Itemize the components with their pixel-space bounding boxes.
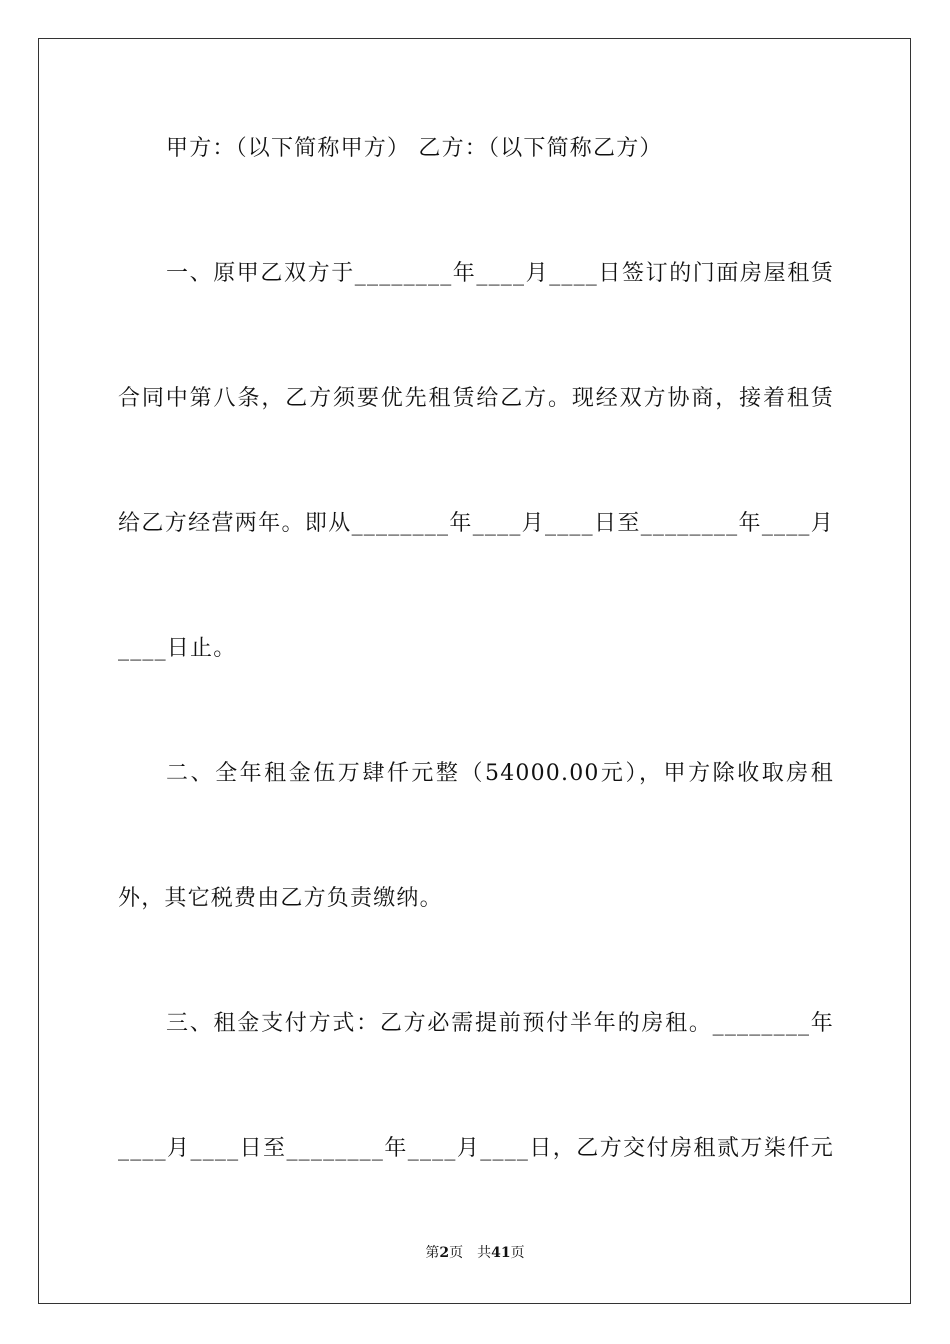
clause-1-line-1: 一、原甲乙双方于________年____月____日签订的门面房屋租赁 xyxy=(166,261,834,286)
page-border xyxy=(38,38,911,1304)
page-unit: 页 xyxy=(449,1245,464,1261)
clause-1-line-3: 给乙方经营两年。即从________年____月____日至________年____月 xyxy=(118,511,834,536)
clause-3-line-1: 三、租金支付方式：乙方必需提前预付半年的房租。________年 xyxy=(166,1011,834,1036)
total-unit: 页 xyxy=(510,1245,525,1261)
clause-3-line-2: ____月____日至________年____月____日，乙方交付房租贰万柒仟元 xyxy=(118,1136,834,1161)
parties-line: 甲方：（以下简称甲方） 乙方：（以下简称乙方） xyxy=(166,136,663,161)
clause-2-line-2: 外，其它税费由乙方负责缴纳。 xyxy=(118,886,443,911)
clause-1-line-4: ____日止。 xyxy=(118,636,237,661)
clause-2-line-1: 二、全年租金伍万肆仟元整（54000.00元），甲方除收取房租 xyxy=(166,761,834,786)
clause-1-line-2: 合同中第八条，乙方须要优先租赁给乙方。现经双方协商，接着租赁 xyxy=(118,386,834,411)
total-pages: 41 xyxy=(491,1245,511,1261)
page-number: 2 xyxy=(439,1245,450,1261)
total-prefix: 共 xyxy=(477,1245,492,1261)
page-footer xyxy=(0,1244,950,1262)
page-prefix: 第 xyxy=(425,1245,440,1261)
